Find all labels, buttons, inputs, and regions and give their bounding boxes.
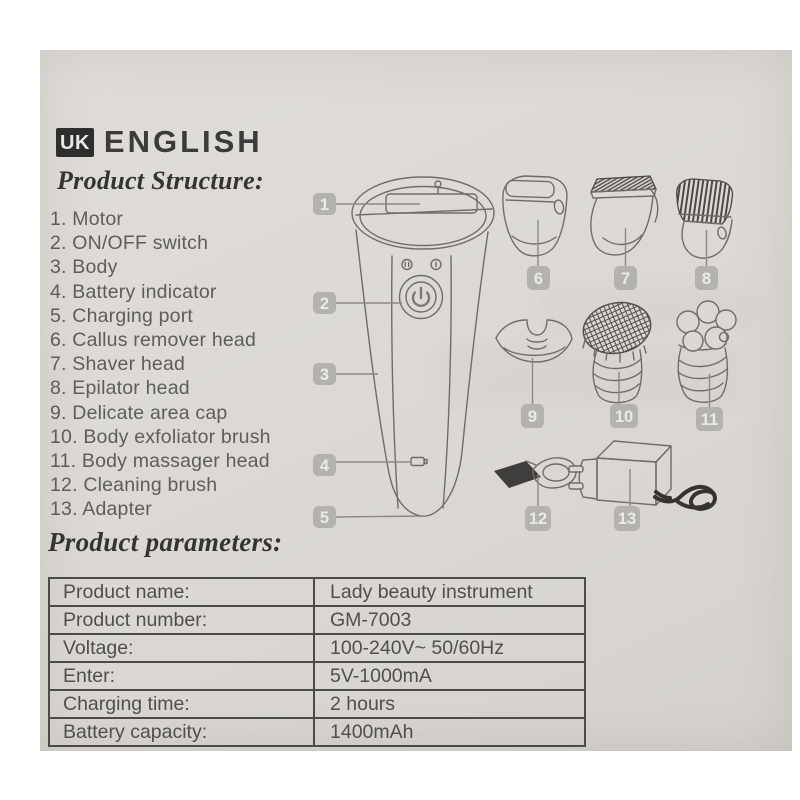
callout-leader-lines	[336, 204, 424, 517]
parameter-label: Product name:	[49, 578, 314, 606]
parameter-label: Product number:	[49, 606, 314, 634]
language-title: ENGLISH	[103, 124, 263, 159]
parameters-table	[48, 577, 586, 747]
uk-language-badge: UK	[56, 128, 94, 157]
parameter-value: 2 hours	[314, 690, 585, 718]
callout-badge-3	[313, 363, 336, 385]
parameter-label: Voltage:	[49, 634, 314, 662]
svg-text:3: 3	[319, 366, 330, 384]
part-list-item: 9. Delicate area cap	[50, 401, 228, 424]
svg-text:6: 6	[533, 270, 544, 288]
product-parameters-title: Product parameters:	[48, 527, 283, 557]
part-list-item: 1. Motor	[50, 208, 124, 230]
part-list-item: 13. Adapter	[50, 498, 152, 521]
parameter-row	[49, 718, 585, 746]
callout-badge-13	[614, 506, 640, 531]
parameter-value: 1400mAh	[314, 718, 585, 746]
part-list-item: 11. Body massager head	[50, 450, 270, 473]
callout-badge-12	[525, 506, 551, 531]
svg-text:10: 10	[614, 408, 634, 426]
parameter-row	[49, 690, 585, 718]
part-list-item: 2. ON/OFF switch	[50, 232, 209, 255]
parameter-value: 100-240V~ 50/60Hz	[314, 634, 585, 662]
svg-text:7: 7	[620, 270, 631, 288]
callout-badge-7	[614, 266, 637, 290]
parameter-row	[49, 634, 585, 662]
callout-badge-5	[313, 506, 336, 528]
svg-text:5: 5	[319, 509, 330, 527]
parameter-label: Battery capacity:	[49, 718, 314, 746]
callout-badge-10	[610, 404, 638, 428]
part-list-item: 5. Charging port	[50, 304, 194, 327]
part-list-item: 10. Body exfoliator brush	[50, 425, 271, 448]
part-list-item: 4. Battery indicator	[50, 280, 217, 303]
parameter-label: Enter:	[49, 662, 314, 690]
svg-text:2: 2	[319, 295, 330, 313]
parameter-row	[49, 578, 585, 606]
parameter-value: Lady beauty instrument	[314, 578, 585, 606]
callout-badge-8	[695, 266, 718, 290]
part-list-item: 8. Epilator head	[50, 377, 190, 400]
parameter-row	[49, 662, 585, 690]
parameter-value: GM-7003	[314, 606, 585, 634]
part-list-item: 6. Callus remover head	[50, 329, 256, 352]
body-exfoliator-brush-drawing	[579, 296, 656, 404]
epilator-body-drawing	[352, 177, 494, 516]
callout-badge-4	[313, 454, 336, 476]
callout-badge-11	[696, 407, 723, 431]
callout-badge-9	[521, 404, 544, 428]
svg-text:9: 9	[527, 408, 538, 426]
callout-badge-1	[313, 193, 336, 215]
svg-text:13: 13	[617, 510, 637, 528]
svg-text:1: 1	[319, 196, 330, 214]
shaver-head-drawing	[591, 176, 658, 266]
delicate-area-cap-drawing	[496, 320, 572, 404]
callout-badge-6	[527, 266, 550, 290]
part-list-item: 7. Shaver head	[50, 353, 186, 376]
adapter-drawing	[569, 441, 715, 509]
epilator-head-drawing	[677, 179, 733, 266]
part-list-item: 12. Cleaning brush	[50, 474, 218, 497]
battery-indicator-drawing	[411, 458, 424, 466]
svg-text:11: 11	[700, 411, 719, 429]
cleaning-brush-drawing	[494, 458, 576, 506]
parameter-label: Charging time:	[49, 690, 314, 718]
body-massager-head-drawing	[677, 301, 736, 407]
manual-photo	[40, 50, 792, 751]
parameter-row	[49, 606, 585, 634]
product-structure-title: Product Structure:	[57, 166, 264, 195]
svg-text:12: 12	[528, 510, 548, 528]
callus-remover-head-drawing	[503, 176, 567, 266]
part-list-item: 3. Body	[50, 256, 118, 279]
parameter-value: 5V-1000mA	[314, 662, 585, 690]
callout-badge-2	[313, 292, 336, 314]
speed-indicator-icon	[402, 260, 412, 270]
svg-text:8: 8	[701, 270, 712, 288]
svg-text:4: 4	[319, 457, 330, 475]
